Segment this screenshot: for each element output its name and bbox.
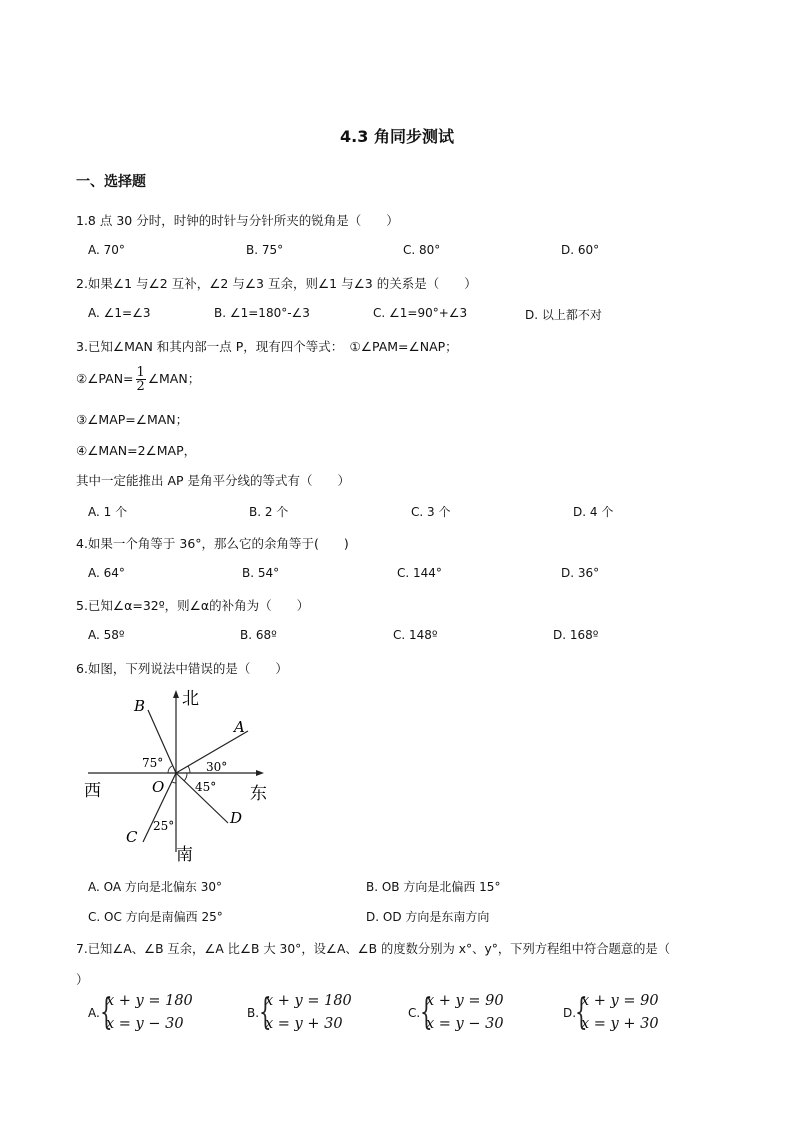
left-brace: { <box>259 992 272 1033</box>
question-1-option-d: D. 60° <box>561 243 600 257</box>
label-east: 东 <box>250 784 267 804</box>
fraction-denominator: 2 <box>136 379 145 394</box>
question-3-item-2-suffix: ∠MAN； <box>147 371 201 386</box>
question-3-item-3: ③∠MAP=∠MAN； <box>76 412 189 427</box>
equation-1: x + y = 90 <box>426 993 504 1009</box>
question-3-item-2-prefix: ②∠PAN= <box>76 371 134 386</box>
question-4-stem: 4.如果一个角等于 36°，那么它的余角等于( ) <box>76 536 349 551</box>
equation-1: x + y = 90 <box>581 993 659 1009</box>
label-south: 南 <box>176 845 193 865</box>
left-brace: { <box>100 992 113 1033</box>
question-3-option-c: C. 3 个 <box>411 505 451 519</box>
question-1-option-c: C. 80° <box>403 243 441 257</box>
angle-arc-25 <box>172 782 176 783</box>
option-letter: D. <box>563 1006 577 1020</box>
question-3-option-a: A. 1 个 <box>88 505 128 519</box>
question-4-option-a: A. 64° <box>88 566 125 580</box>
section-heading: 一、选择题 <box>76 174 146 190</box>
option-letter: B. <box>247 1006 260 1020</box>
angle-arc-45 <box>184 773 187 781</box>
label-west: 西 <box>84 781 101 801</box>
question-7-stem-line-2: ） <box>76 972 89 987</box>
question-3-option-b: B. 2 个 <box>249 505 289 519</box>
label-c: C <box>126 828 138 846</box>
left-brace: { <box>420 992 433 1033</box>
angle-arc-75 <box>168 766 172 773</box>
label-angle-30: 30° <box>206 760 228 774</box>
question-6-option-a: A. OA 方向是北偏东 30° <box>88 880 222 894</box>
equation-2: x = y − 30 <box>426 1016 504 1032</box>
question-4-option-d: D. 36° <box>561 566 600 580</box>
question-6-option-b: B. OB 方向是北偏西 15° <box>366 880 501 894</box>
fraction-one-half <box>136 366 146 393</box>
compass-direction-figure <box>80 682 280 867</box>
equation-2: x = y − 30 <box>106 1016 184 1032</box>
equation-1: x + y = 180 <box>106 993 193 1009</box>
question-6-stem: 6.如图，下列说法中错误的是（ ） <box>76 661 288 676</box>
left-brace: { <box>575 992 588 1033</box>
question-1-option-b: B. 75° <box>246 243 284 257</box>
question-2-option-c: C. ∠1=90°+∠3 <box>373 306 468 320</box>
question-2-stem: 2.如果∠1 与∠2 互补，∠2 与∠3 互余，则∠1 与∠3 的关系是（ ） <box>76 276 477 291</box>
question-5-option-c: C. 148º <box>393 628 438 642</box>
question-7-stem-line-1: 7.已知∠A、∠B 互余，∠A 比∠B 大 30°，设∠A、∠B 的度数分别为 x°、y°，下列方程组中符合题意的是（ <box>76 942 671 956</box>
question-6-option-d: D. OD 方向是东南方向 <box>366 910 490 924</box>
question-3-item-2 <box>76 366 200 393</box>
question-2-option-b: B. ∠1=180°-∠3 <box>214 306 310 320</box>
label-a: A <box>234 718 245 736</box>
question-5-option-b: B. 68º <box>240 628 277 642</box>
equation-2: x = y + 30 <box>265 1016 343 1032</box>
label-d: D <box>230 809 243 827</box>
option-letter: C. <box>408 1006 421 1020</box>
question-1-option-a: A. 70° <box>88 243 125 257</box>
label-angle-25: 25° <box>153 819 175 833</box>
page-title: 4.3 角同步测试 <box>340 127 454 146</box>
label-o: O <box>152 778 165 796</box>
question-5-option-a: A. 58º <box>88 628 125 642</box>
question-4-option-b: B. 54° <box>242 566 280 580</box>
north-arrowhead <box>173 690 179 698</box>
question-3-option-d: D. 4 个 <box>573 505 614 519</box>
east-arrowhead <box>256 770 264 776</box>
label-north: 北 <box>182 689 199 709</box>
question-3-item-4: ④∠MAN=2∠MAP， <box>76 443 197 458</box>
option-letter: A. <box>88 1006 100 1020</box>
question-5-stem: 5.已知∠α=32º，则∠α的补角为（ ） <box>76 598 310 613</box>
question-3-stem: 3.已知∠MAN 和其内部一点 P，现有四个等式： ①∠PAM=∠NAP； <box>76 339 458 354</box>
fraction-numerator: 1 <box>136 365 145 380</box>
question-2-option-a: A. ∠1=∠3 <box>88 306 151 320</box>
question-1-stem: 1.8 点 30 分时，时钟的时针与分针所夹的锐角是（ ） <box>76 213 399 228</box>
angle-arc-30 <box>188 766 190 773</box>
question-6-option-c: C. OC 方向是南偏西 25° <box>88 910 223 924</box>
label-angle-45: 45° <box>195 780 217 794</box>
equation-2: x = y + 30 <box>581 1016 659 1032</box>
equation-1: x + y = 180 <box>265 993 352 1009</box>
label-b: B <box>134 697 146 715</box>
question-2-option-d: D. 以上都不对 <box>525 308 602 322</box>
question-3-ask: 其中一定能推出 AP 是角平分线的等式有（ ） <box>76 473 351 488</box>
label-angle-75: 75° <box>142 756 164 770</box>
question-5-option-d: D. 168º <box>553 628 599 642</box>
question-4-option-c: C. 144° <box>397 566 442 580</box>
